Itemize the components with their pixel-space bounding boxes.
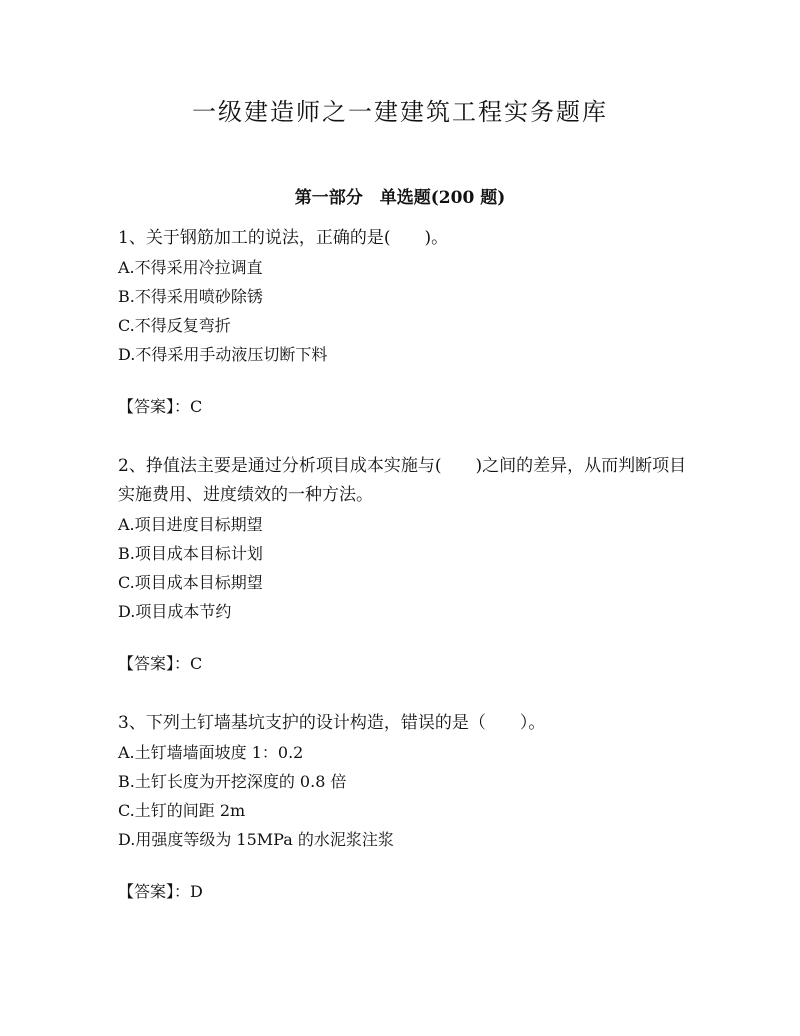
option-b: B.土钉长度为开挖深度的 0.8 倍 <box>118 772 347 791</box>
option-b: B.不得采用喷砂除锈 <box>118 287 263 306</box>
option-a: A.项目进度目标期望 <box>118 515 263 534</box>
question-2 <box>118 452 688 678</box>
option-a: A.土钉墙墙面坡度 1：0.2 <box>118 743 304 762</box>
option-c: C.项目成本目标期望 <box>118 573 263 592</box>
option-list <box>118 510 688 626</box>
option-list <box>118 253 688 369</box>
question-stem: 2、挣值法主要是通过分析项目成本实施与( )之间的差异，从而判断项目实施费用、进度绩效的一种方法。 <box>118 456 687 505</box>
option-list <box>118 738 688 854</box>
option-d: D.项目成本节约 <box>118 602 232 621</box>
option-c: C.不得反复弯折 <box>118 316 231 335</box>
answer-line: 【答案】：C <box>118 654 203 673</box>
option-b: B.项目成本目标计划 <box>118 544 263 563</box>
answer-line: 【答案】：C <box>118 397 203 416</box>
document-title: 一级建造师之一建建筑工程实务题库 <box>192 98 608 126</box>
option-d: D.不得采用手动液压切断下料 <box>118 345 328 364</box>
question-stem: 1、关于钢筋加工的说法，正确的是( )。 <box>118 228 449 248</box>
question-1 <box>118 224 688 421</box>
answer-line: 【答案】：D <box>118 882 203 901</box>
section-title: 第一部分 单选题(200 题) <box>294 188 506 208</box>
question-stem: 3、下列土钉墙基坑支护的设计构造，错误的是（ ）。 <box>118 713 546 733</box>
option-c: C.土钉的间距 2m <box>118 801 246 820</box>
option-a: A.不得采用冷拉调直 <box>118 258 263 277</box>
option-d: D.用强度等级为 15MPa 的水泥浆注浆 <box>118 830 394 849</box>
question-3 <box>118 709 688 906</box>
question-list <box>118 224 688 906</box>
